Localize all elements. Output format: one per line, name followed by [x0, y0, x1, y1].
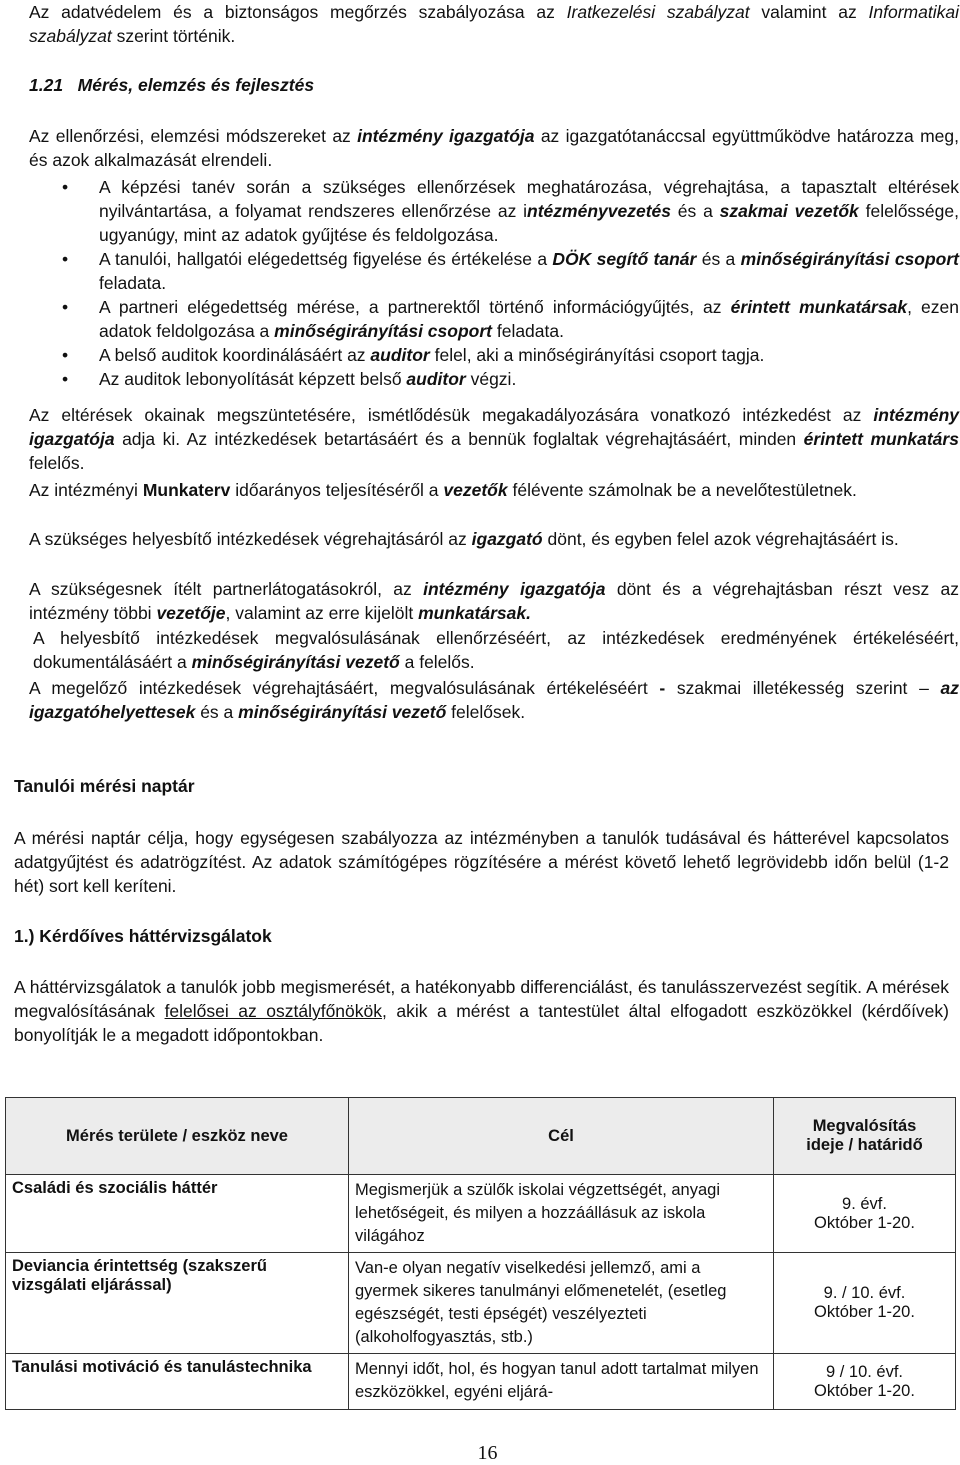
emphasis: szakmai vezetők: [719, 201, 859, 221]
text: A szükséges helyesbítő intézkedések végrehajtásáról az: [29, 529, 467, 549]
when-grade: 9. évf.: [842, 1194, 887, 1213]
paragraph-3: [29, 478, 959, 502]
text: Az auditok lebonyolítását képzett belső: [99, 369, 407, 389]
bullet-icon: •: [62, 345, 69, 365]
table-row: [6, 1354, 956, 1410]
intro-text: valamint az: [761, 2, 857, 22]
text: felelősek.: [451, 702, 526, 722]
when-date: Október 1-20.: [814, 1303, 915, 1321]
text: A háttérvizsgálatok a tanulók jobb megismerését, a hatékonyabb differenciálást, és tanulásszervezést segítik. A mérések megvalósításának: [14, 977, 949, 1021]
emphasis: DÖK segítő tanár: [552, 249, 697, 269]
text: feladata.: [491, 321, 564, 341]
cell-goal: Megismerjük a szülők iskolai végzettségét, anyagi lehetőségeit, és milyen a hozzáállásuk az iskola világához: [349, 1175, 774, 1253]
text: félévente számolnak be a nevelőtestületnek.: [512, 480, 857, 500]
bullet-item: [29, 367, 959, 391]
text: szakmai illetékesség szerint –: [676, 678, 929, 698]
header-goal: Cél: [349, 1098, 774, 1175]
section-number: 1.21: [29, 75, 64, 95]
cell-goal: Mennyi időt, hol, és hogyan tanul adott tartalmat milyen eszközökkel, egyéni eljárá-: [349, 1354, 774, 1410]
cell-area: Tanulási motiváció és tanulástechnika: [6, 1354, 349, 1410]
emphasis: vezetője: [156, 603, 226, 623]
emphasis: érintett munkatárs: [803, 429, 959, 449]
text: , ezen adatok feldolgozása a: [99, 297, 959, 341]
table-row: [6, 1253, 956, 1354]
text: A partneri elégedettség mérése, a partnerektől történő információgyűjtés, az: [99, 297, 731, 317]
emphasis: auditor: [406, 369, 466, 389]
text: és a: [671, 201, 720, 221]
text: és a: [200, 702, 234, 722]
text: Az ellenőrzési, elemzési módszereket az: [29, 126, 351, 146]
emphasis: intézmény igazgatója: [29, 405, 959, 449]
text: felel, aki a minőségirányítási csoport tagja.: [429, 345, 765, 365]
table-row: [6, 1175, 956, 1253]
emphasis: ntézményvezetés: [527, 201, 671, 221]
kerdoives-body: [14, 975, 949, 1047]
intro-paragraph: [29, 0, 959, 48]
text: dönt és a végrehajtásban részt vesz az intézmény többi: [29, 579, 959, 623]
text: , akik a mérést a tantestület által elfogadott eszközökkel (kérdőívek) bonyolítják le a megadott időpontokban.: [14, 1001, 949, 1045]
header-area: Mérés területe / eszköz neve: [6, 1098, 349, 1175]
text: , valamint az erre kijelölt: [225, 603, 414, 623]
emphasis: igazgató: [471, 529, 543, 549]
bullet-item: [29, 295, 959, 343]
text: A tanulói, hallgatói elégedettség figyelése és értékelése a: [99, 249, 553, 269]
ref-informatikai: Informatikai szabályzat: [29, 2, 959, 46]
text: az igazgatótanáccsal együttműködve határozza meg, és azok alkalmazását elrendeli.: [29, 126, 959, 170]
bullet-item: [29, 175, 959, 247]
text: felelőssége, ugyanúgy, mint az adatok gyűjtése és feldolgozása.: [99, 201, 959, 245]
section-title: Mérés, elemzés és fejlesztés: [77, 75, 315, 95]
text: A belső auditok koordinálásáért az: [99, 345, 371, 365]
paragraph-1: [29, 124, 959, 172]
text: felelős.: [29, 453, 85, 473]
emphasis: Munkaterv: [142, 480, 231, 500]
text: A helyesbítő intézkedések megvalósulásának ellenőrzéséért, az intézkedések eredményének értékeléséért, dokumentálásáért a: [33, 628, 959, 672]
ref-iratkezelesi: Iratkezelési szabályzat: [566, 2, 750, 22]
bullet-item: [29, 247, 959, 295]
text: a felelős.: [404, 652, 475, 672]
underlined-text: felelősei az osztályfőnökök: [164, 1001, 383, 1021]
dash: -: [659, 678, 666, 698]
kerdoives-title: 1.) Kérdőíves háttérvizsgálatok: [14, 926, 272, 946]
text: A megelőző intézkedések végrehajtásáért, megvalósulásának értékeléséért: [29, 678, 648, 698]
cell-area: Családi és szociális háttér: [6, 1175, 349, 1253]
naptar-body: A mérési naptár célja, hogy egységesen szabályozza az intézményben a tanulók tudásával és hátterével kapcsolatos adatgyűjtést és adatrögzítést. Az adatok számítógépes rögzítésére a mérést követő lehető legrövidebb időn belül (1-2 hét) sort kell keríteni.: [14, 828, 949, 896]
bullet-item: [29, 343, 959, 367]
text: feladata.: [99, 273, 167, 293]
emphasis: munkatársak.: [418, 603, 531, 623]
emphasis: minőségirányítási csoport: [274, 321, 492, 341]
page-number: 16: [477, 1442, 498, 1464]
text: A szükségesnek ítélt partnerlátogatásokról, az: [29, 579, 412, 599]
text: Az eltérések okainak megszüntetésére, ismétlődésük megakadályozására vonatkozó intézkedést az: [29, 405, 862, 425]
cell-when: [774, 1354, 956, 1410]
bullet-list: [29, 175, 959, 391]
paragraph-5: [29, 577, 959, 625]
paragraph-2: [29, 403, 959, 475]
emphasis: vezetők: [443, 480, 508, 500]
bullet-icon: •: [62, 297, 69, 317]
bullet-icon: •: [62, 369, 69, 389]
text: A képzési tanév során a szükséges ellenőrzések meghatározása, végrehajtása, a tapasztalt eltérések nyilvántartása, a folyamat rendszeres ellenőrzése az i: [99, 177, 959, 221]
bullet-icon: •: [62, 249, 69, 269]
emphasis: intézmény igazgatója: [423, 579, 606, 599]
text: adja ki. Az intézkedések betartásáért és a bennük foglaltak végrehajtásáért, minden: [122, 429, 797, 449]
intro-text: szerint történik.: [116, 26, 236, 46]
when-date: Október 1-20.: [814, 1213, 915, 1232]
emphasis: minőségirányítási vezető: [238, 702, 447, 722]
paragraph-6: [33, 626, 959, 674]
cell-when: [774, 1175, 956, 1253]
header-when: Megvalósítás ideje / határidő: [774, 1098, 956, 1175]
naptar-title: Tanulói mérési naptár: [14, 776, 195, 796]
text: Az intézményi: [29, 480, 138, 500]
emphasis: auditor: [370, 345, 430, 365]
cell-when: [774, 1253, 956, 1354]
emphasis: minőségirányítási vezető: [191, 652, 400, 672]
text: időarányos teljesítéséről a: [235, 480, 439, 500]
text: dönt, és egyben felel azok végrehajtásáért is.: [547, 529, 899, 549]
intro-text: Az adatvédelem és a biztonságos megőrzés szabályozása az: [29, 2, 555, 22]
cell-goal: Van-e olyan negatív viselkedési jellemző, ami a gyermek sikeres tanulmányi előmenetelét, (esetleg egészségét, testi épségét) veszélyezteti (alkoholfogyasztás, stb.): [349, 1253, 774, 1354]
cell-area: Deviancia érintettség (szakszerű vizsgálati eljárással): [6, 1253, 349, 1354]
table-header-row: [6, 1098, 956, 1175]
text: végzi.: [465, 369, 517, 389]
measurement-table: [5, 1097, 956, 1410]
paragraph-4: [29, 527, 959, 551]
when-grade: 9 / 10. évf.: [825, 1362, 904, 1381]
emphasis: az igazgatóhelyettesek: [29, 678, 959, 722]
emphasis: érintett munkatársak: [730, 297, 908, 317]
bullet-icon: •: [62, 177, 69, 197]
section-heading: [29, 75, 314, 96]
emphasis: minőségirányítási csoport: [740, 249, 959, 269]
when-grade: 9. / 10. évf.: [823, 1284, 906, 1302]
paragraph-7: [29, 676, 959, 724]
when-date: Október 1-20.: [814, 1381, 915, 1400]
text: és a: [696, 249, 741, 269]
emphasis: intézmény igazgatója: [357, 126, 535, 146]
